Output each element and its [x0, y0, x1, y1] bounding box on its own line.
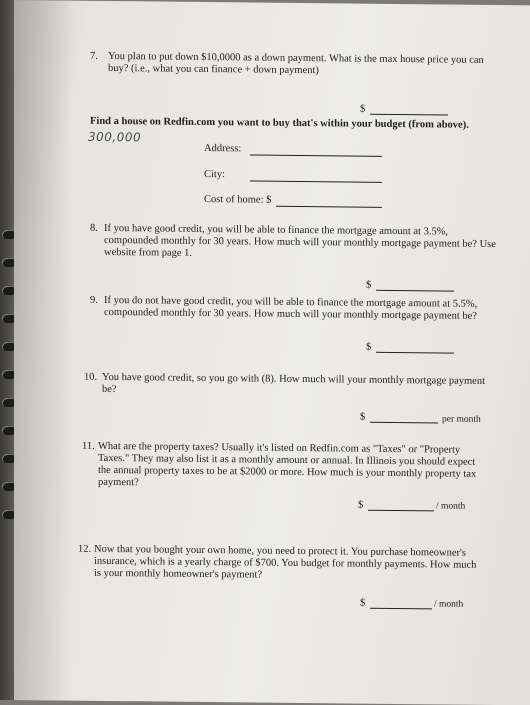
answer-blank[interactable]: [368, 510, 434, 512]
question-text-line: You have good credit, so you go with (8). How much will your monthly mortgage payment: [102, 371, 486, 387]
per-month-label: per month: [442, 414, 481, 425]
cost-field[interactable]: [276, 206, 382, 208]
question-number: 10.: [84, 371, 98, 383]
question-text-line: compounded monthly for 30 years. How much will your monthly mortgage payment be? Use: [104, 234, 496, 251]
question-text-line: the annual property taxes to be at $2000 or more. How much is your monthly property tax: [98, 464, 477, 480]
question-text-line: If you have good credit, you will be able to finance the mortgage amount at 3.5%,: [104, 222, 449, 238]
question-text-line: insurance, which is a yearly charge of $700. You budget for monthly payments. How much: [94, 555, 477, 571]
dollar-sign: $: [366, 279, 372, 291]
answer-blank[interactable]: [376, 290, 454, 292]
answer-blank[interactable]: [370, 114, 448, 116]
page-shadow: [14, 0, 74, 700]
question-text-line: buy? (i.e., what you can finance + down payment): [108, 62, 319, 77]
question-number: 9.: [90, 294, 98, 306]
question-text-line: What are the property taxes? Usually it's listed on Redfin.com as "Taxes" or "Property: [98, 440, 461, 456]
answer-blank[interactable]: [376, 352, 454, 354]
question-text-line: website from page 1.: [104, 246, 193, 259]
question-12: [78, 543, 508, 581]
question-text-line: Taxes." They may also list it as a monthly amount or annual. In Illinois you should expect: [98, 452, 476, 468]
question-text-line: be?: [102, 383, 117, 396]
dollar-sign: $: [360, 411, 366, 423]
question-8: [90, 222, 510, 259]
worksheet-page: [14, 0, 530, 705]
cost-label: Cost of home: $: [204, 193, 272, 206]
find-house-heading: Find a house on Redfin.com you want to buy that's within your budget (from above).: [90, 115, 469, 131]
question-number: 8.: [90, 222, 98, 234]
question-text-line: Now that you bought your own home, you need to protect it. You purchase homeowner's: [94, 543, 466, 559]
question-7: [90, 50, 510, 77]
dollar-sign: $: [360, 103, 366, 115]
question-11: [82, 440, 502, 489]
city-label: City:: [204, 168, 226, 181]
question-text-line: You plan to put down $10,0000 as a down payment. What is the max house price you can: [108, 50, 484, 66]
handwritten-budget: 300,000: [88, 129, 142, 145]
question-number: 11.: [82, 440, 95, 452]
per-month-label: / month: [436, 501, 466, 512]
dollar-sign: $: [366, 341, 372, 353]
address-label: Address:: [204, 142, 242, 155]
dollar-sign: $: [360, 597, 366, 609]
question-text-line: If you do not have good credit, you will be able to finance the mortgage amount at 5.5%,: [104, 294, 478, 310]
dollar-sign: $: [358, 499, 364, 511]
per-month-label: / month: [434, 599, 464, 610]
question-9: [90, 294, 510, 322]
answer-blank[interactable]: [370, 422, 438, 424]
question-text-line: payment?: [98, 476, 139, 489]
question-text-line: compounded monthly for 30 years. How much will your monthly mortgage payment be?: [104, 306, 477, 322]
question-number: 12.: [78, 543, 92, 555]
address-field[interactable]: [250, 154, 382, 156]
answer-blank[interactable]: [370, 608, 432, 610]
question-number: 7.: [90, 50, 98, 62]
city-field[interactable]: [250, 180, 382, 182]
question-text-line: is your monthly homeowner's payment?: [94, 567, 263, 581]
question-10: [84, 371, 504, 396]
